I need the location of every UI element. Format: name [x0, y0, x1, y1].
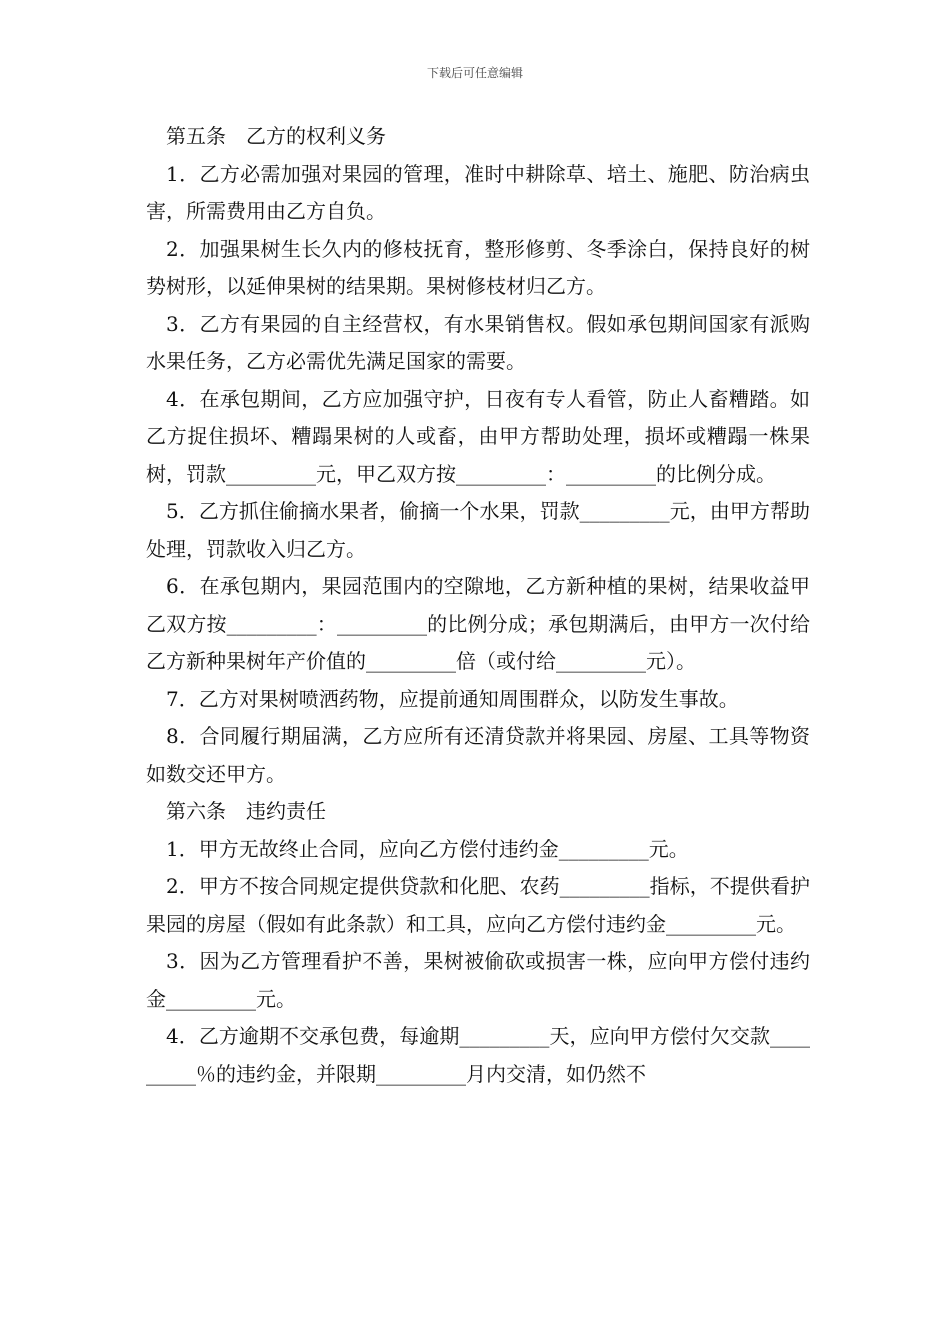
article-five-item-6: 6．在承包期内，果园范围内的空隙地，乙方新种植的果树，结果收益甲乙双方按_________：_________的比例分成；承包期满后，由甲方一次付给乙方新种果树年产价值的_________倍（或付给_________元）。 [146, 574, 810, 673]
article-five-item-4: 4．在承包期间，乙方应加强守护，日夜有专人看管，防止人畜糟踏。如乙方捉住损坏、糟蹋果树的人或畜，由甲方帮助处理，损坏或糟蹋一株果树，罚款_________元，甲乙双方按_________：_________的比例分成。 [146, 386, 810, 486]
article-six-item-1: 1．甲方无故终止合同，应向乙方偿付违约金_________元。 [166, 836, 689, 861]
article-six-item-3: 3．因为乙方管理看护不善，果树被偷砍或损害一株，应向甲方偿付违约金_________元。 [146, 949, 810, 1011]
article-five-item-2: 2．加强果树生长久内的修枝抚育，整形修剪、冬季涂白，保持良好的树势树形，以延伸果树的结果期。果树修枝材归乙方。 [146, 236, 810, 298]
article-six-item-2: 2．甲方不按合同规定提供贷款和化肥、农药_________指标，不提供看护果园的房屋（假如有此条款）和工具，应向乙方偿付违约金_________元。 [146, 874, 810, 936]
page-header: 下载后可任意编辑 [426, 66, 523, 80]
article-five-item-5: 5．乙方抓住偷摘水果者，偷摘一个水果，罚款_________元，由甲方帮助处理，罚款收入归乙方。 [146, 499, 810, 561]
article-five-item-3: 3．乙方有果园的自主经营权，有水果销售权。假如承包期间国家有派购水果任务，乙方必需优先满足国家的需要。 [146, 311, 810, 373]
article-six-item-4: 4．乙方逾期不交承包费，每逾期_________天，应向甲方偿付欠交款_________％的违约金，并限期_________月内交清，如仍然不 [146, 1024, 810, 1086]
article-five-item-7: 7．乙方对果树喷洒药物，应提前通知周围群众，以防发生事故。 [166, 686, 739, 711]
document-body [146, 118, 810, 1093]
article-six-heading: 第六条 违约责任 [166, 799, 326, 823]
article-five-heading: 第五条 乙方的权利义务 [166, 124, 386, 148]
article-five-item-1: 1．乙方必需加强对果园的管理，准时中耕除草、培土、施肥、防治病虫害，所需费用由乙方自负。 [146, 161, 810, 223]
article-five-item-8: 8．合同履行期届满，乙方应所有还清贷款并将果园、房屋、工具等物资如数交还甲方。 [146, 724, 810, 786]
